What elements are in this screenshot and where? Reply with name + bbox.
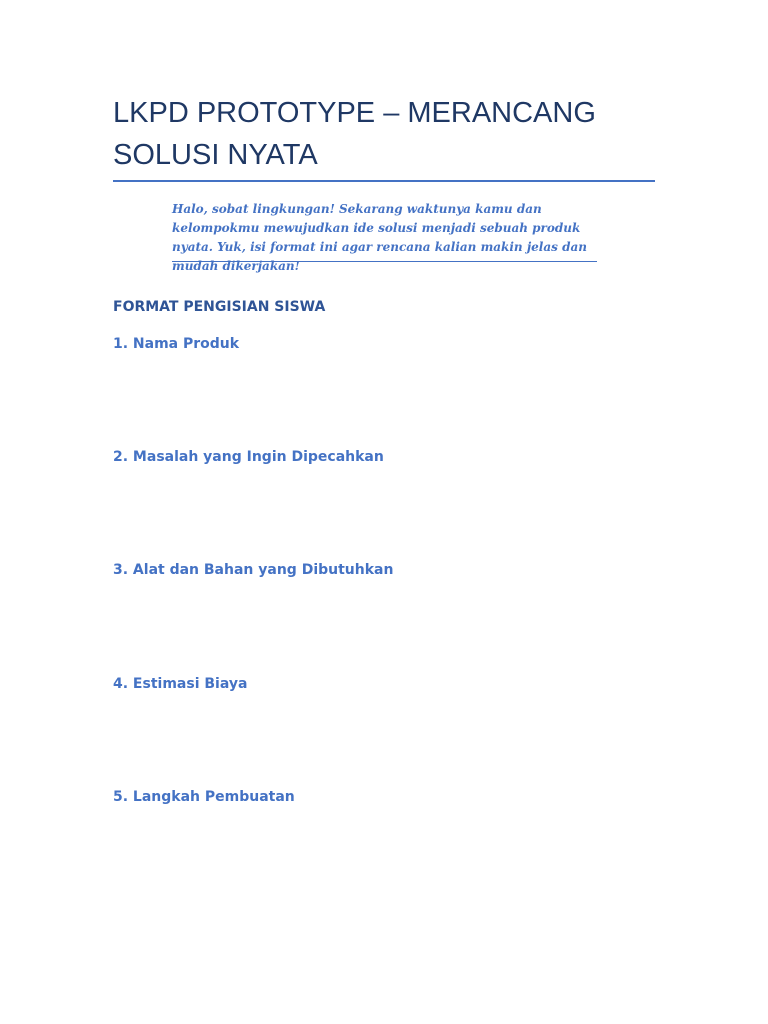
item-alat-bahan: 3. Alat dan Bahan yang Dibutuhkan xyxy=(113,562,394,578)
item-langkah-pembuatan: 5. Langkah Pembuatan xyxy=(113,789,295,805)
item-estimasi-biaya: 4. Estimasi Biaya xyxy=(113,676,248,692)
title-divider xyxy=(113,180,655,182)
page-title: LKPD PROTOTYPE – MERANCANG SOLUSI NYATA xyxy=(113,97,596,171)
answer-space-masalah[interactable] xyxy=(113,475,655,545)
intro-text: Halo, sobat lingkungan! Sekarang waktunya kamu dan kelompokmu mewujudkan ide solusi menjadi sebuah produk nyata. Yuk, isi format ini agar rencana kalian makin jelas dan mudah dikerjakan! xyxy=(172,202,587,273)
answer-space-alat-bahan[interactable] xyxy=(113,588,655,658)
answer-space-nama-produk[interactable] xyxy=(113,362,655,432)
section-heading: FORMAT PENGISIAN SISWA xyxy=(113,299,326,315)
item-nama-produk: 1. Nama Produk xyxy=(113,336,240,352)
intro-divider xyxy=(172,261,597,262)
answer-space-estimasi-biaya[interactable] xyxy=(113,702,655,772)
answer-space-langkah-pembuatan[interactable] xyxy=(113,815,655,885)
item-masalah: 2. Masalah yang Ingin Dipecahkan xyxy=(113,449,384,465)
